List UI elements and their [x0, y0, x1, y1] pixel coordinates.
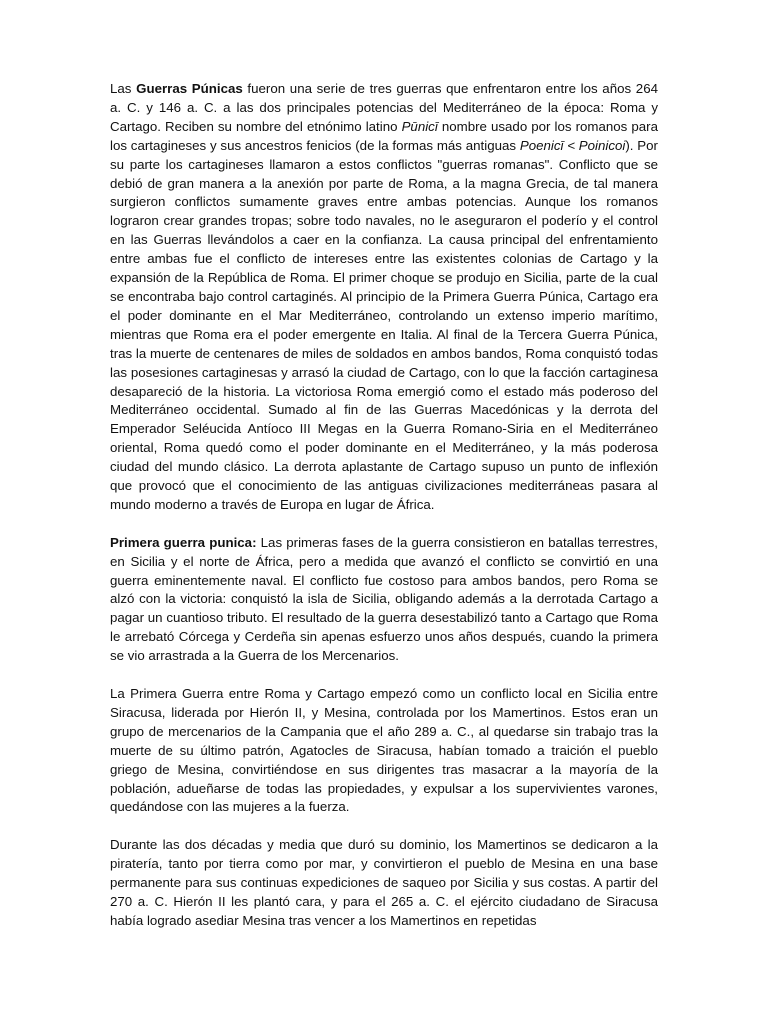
term-poenici: Poenicī < Poinicoi	[519, 137, 626, 153]
section-heading-primera-guerra: Primera guerra punica:	[110, 534, 257, 550]
text-run: Durante las dos décadas y media que duró su dominio, los Mamertinos se dedicaron a la piratería, tanto por tierra como por mar, y convirtieron el pueblo de Mesina en una base permanente para sus continuas expediciones de saqueo por Sicilia y sus costas. A partir del 270 a. C. Hierón II les plantó cara, y para el 265 a. C. el ejército ciudadano de Siracusa había logrado asediar Mesina tras vencer a los Mamertinos en repetidas	[110, 837, 658, 928]
paragraph-dominio	[110, 836, 658, 931]
term-punici: Pūnicī	[401, 118, 438, 134]
paragraph-mamertinos	[110, 685, 658, 817]
text-run: Las primeras fases de la guerra consistieron en batallas terrestres, en Sicilia y el norte de África, pero a medida que avanzó el conflicto se convirtió en una guerra eminentemente naval. El conflicto fue costoso para ambos bandos, pero Roma se alzó con la victoria: conquistó la isla de Sicilia, obligando además a la derrotada Cartago a pagar un cuantioso tributo. El resultado de la guerra desestabilizó tanto a Cartago que Roma le arrebató Córcega y Cerdeña sin apenas esfuerzo unos años después, cuando la primera se vio arrastrada a la Guerra de los Mercenarios.	[110, 534, 658, 664]
text-run: La Primera Guerra entre Roma y Cartago empezó como un conflicto local en Sicilia entre Siracusa, liderada por Hierón II, y Mesina, controlada por los Mamertinos. Estos eran un grupo de mercenarios de la Campania que el año 289 a. C., al quedarse sin trabajo tras la muerte de su último patrón, Agatocles de Siracusa, habían tomado a traición el pueblo griego de Mesina, convirtiéndose en sus dirigentes tras masacrar a la mayoría de la población, adueñarse de todas las propiedades, y expulsar a los supervivientes varones, quedándose con las mujeres a la fuerza.	[110, 685, 658, 815]
paragraph-intro	[110, 80, 658, 515]
paragraph-primera-guerra	[110, 534, 658, 666]
text-run: fueron una serie de tres guerras que enfrentaron entre los años 264 a. C. y 146 a. C. a las dos principales potencias del Mediterráneo de la época: Roma y Cartago. Reciben su nombre del etnónimo latino	[110, 81, 658, 134]
text-run: nombre usado por los romanos para los cartagineses y sus ancestros fenicios (de la formas más antiguas	[110, 118, 659, 153]
term-guerras-punicas: Guerras Púnicas	[136, 81, 243, 96]
text-run: ). Por su parte los cartagineses llamaron a estos conflictos "guerras romanas". Conflicto que se debió de gran manera a la anexión por parte de Roma, a la magna Grecia, de tal manera surgieron conflictos sumamente graves entre ambas potencias. Aunque los romanos lograron crear grandes tropas; sobre todo navales, no le aseguraron el poderío y el control en las Guerras llevándolos a caer en la confianza. La causa principal del enfrentamiento entre ambas fue el conflicto de intereses entre las existentes colonias de Cartago y la expansión de la República de Roma. El primer choque se produjo en Sicilia, parte de la cual se encontraba bajo control cartaginés. Al principio de la Primera Guerra Púnica, Cartago era el poder dominante en el Mar Mediterráneo, controlando un extenso imperio marítimo, mientras que Roma era el poder emergente en Italia. Al final de la Tercera Guerra Púnica, tras la muerte de centenares de miles de soldados en ambos bandos, Roma conquistó todas las posesiones cartaginesas y arrasó la ciudad de Cartago, con lo que la facción cartaginesa desapareció de la historia. La victoriosa Roma emergió como el estado más poderoso del Mediterráneo occidental. Sumado al fin de las Guerras Macedónicas y la derrota del Emperador Seléucida Antíoco III Megas en la Guerra Romano-Siria en el Mediterráneo oriental, Roma quedó como el poder dominante en el Mediterráneo, y la más poderosa ciudad del mundo clásico. La derrota aplastante de Cartago supuso un punto de inflexión que provocó que el conocimiento de las antiguas civilizaciones mediterráneas pasara al mundo moderno a través de Europa en lugar de África.	[110, 137, 658, 512]
document-page	[110, 80, 658, 950]
text-run: Las	[110, 81, 137, 96]
